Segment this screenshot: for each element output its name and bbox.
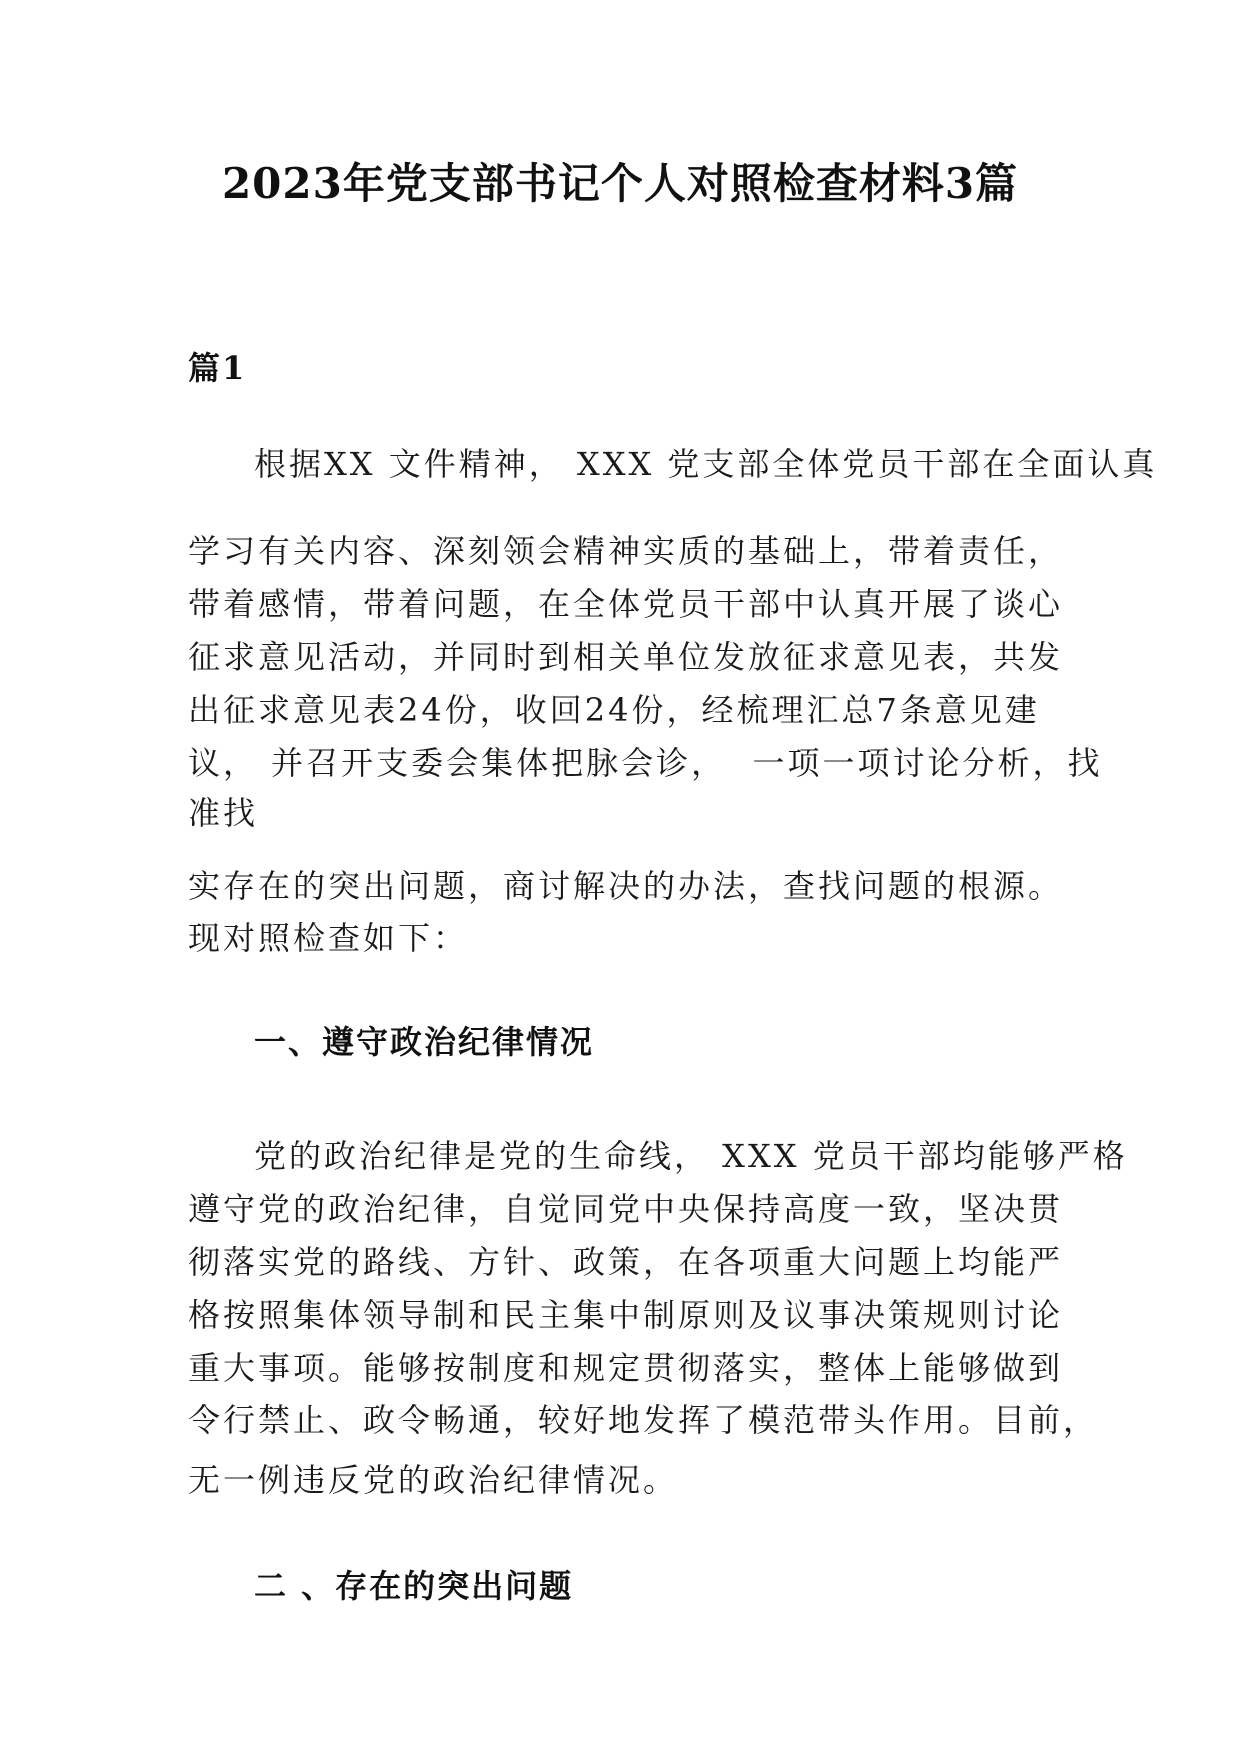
section1-line: 格按照集体领导制和民主集中制原则及议事决策规则讨论 [188, 1296, 1064, 1334]
section1-line: 令行禁止、政令畅通，较好地发挥了模范带头作用。目前， [188, 1401, 1099, 1439]
intro-line: 根据XX 文件精神， XXX 党支部全体党员干部在全面认真 [254, 445, 1158, 483]
intro-line: 出征求意见表24份，收回24份，经梳理汇总7条意见建 [188, 691, 1040, 729]
section1-line: 彻落实党的路线、方针、政策，在各项重大问题上均能严 [188, 1243, 1064, 1281]
intro-line: 准找 [188, 794, 259, 832]
intro-line: 实存在的突出问题，商讨解决的办法，查找问题的根源。 [188, 867, 1064, 905]
section-heading-2: 二 、存在的突出问题 [254, 1567, 574, 1605]
document-title: 2023年党支部书记个人对照检查材料3篇 [221, 159, 1019, 208]
section1-line: 重大事项。能够按制度和规定贯彻落实，整体上能够做到 [188, 1349, 1064, 1387]
intro-line: 带着感情，带着问题，在全体党员干部中认真开展了谈心 [188, 585, 1064, 623]
intro-line: 学习有关内容、深刻领会精神实质的基础上，带着责任， [188, 532, 1064, 570]
part-heading: 篇1 [188, 349, 247, 387]
section1-line: 遵守党的政治纪律，自觉同党中央保持高度一致，坚决贯 [188, 1190, 1064, 1228]
section1-line: 党的政治纪律是党的生命线， XXX 党员干部均能够严格 [254, 1137, 1128, 1175]
section1-line: 无一例违反党的政治纪律情况。 [188, 1461, 679, 1499]
section-heading-1: 一、遵守政治纪律情况 [254, 1023, 595, 1061]
intro-line: 征求意见活动，并同时到相关单位发放征求意见表，共发 [188, 638, 1064, 676]
intro-line: 现对照检查如下： [188, 919, 469, 957]
intro-line: 议， 并召开支委会集体把脉会诊， 一项一项讨论分析，找 [188, 744, 1103, 782]
